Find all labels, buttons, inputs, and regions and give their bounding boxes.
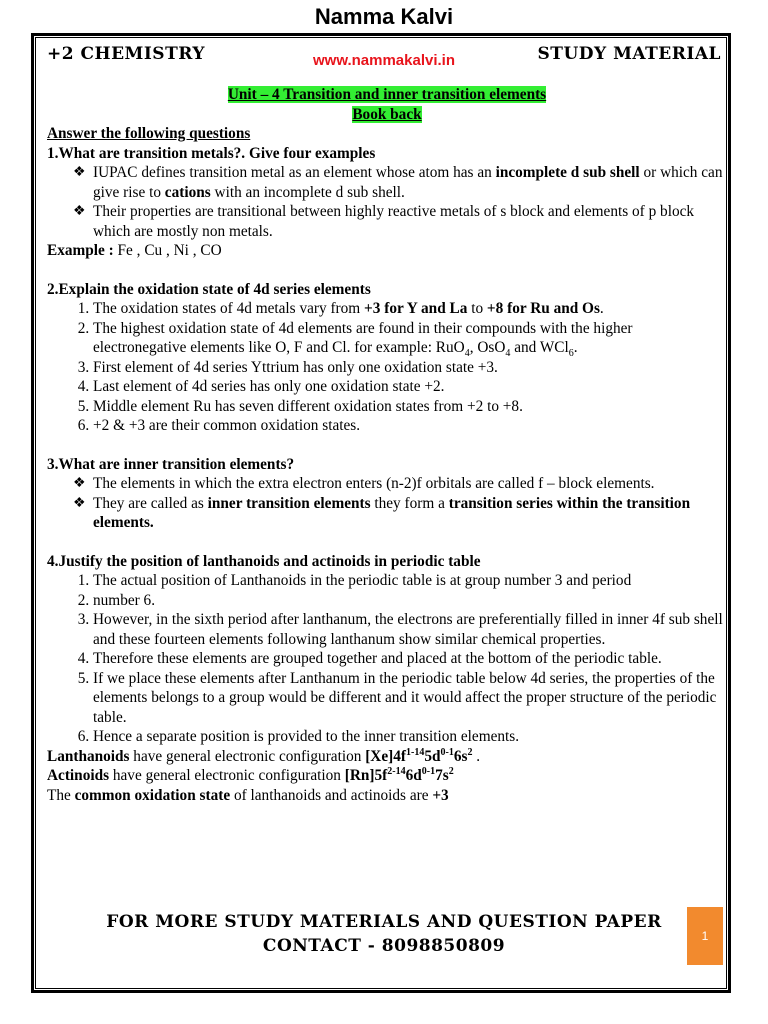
list-item <box>73 494 727 533</box>
list-item <box>93 319 727 358</box>
page-number-badge <box>687 907 723 965</box>
text: to <box>467 300 487 317</box>
superscript: 2 <box>448 765 454 777</box>
text-bold: cations <box>164 183 211 201</box>
config: 6s <box>453 747 468 765</box>
text-bold: transition series within the transition elements. <box>93 494 691 531</box>
subscript: 4 <box>464 348 470 360</box>
list-item: 6. +2 & +3 are their common oxidation states. <box>93 416 727 436</box>
unit-title-line <box>47 85 727 105</box>
text: The oxidation states of 4d metals vary from <box>93 300 365 317</box>
question-2-title: 2.Explain the oxidation state of 4d series elements <box>47 280 371 298</box>
text: have general electronic configuration <box>109 767 345 784</box>
question-4-title: 4.Justify the position of lanthanoids and actinoids in periodic table <box>47 552 481 570</box>
list-item: ❖ Their properties are transitional between highly reactive metals of s block and elements of p block which are mostly non metals. <box>73 202 727 241</box>
list-item: 4. Therefore these elements are grouped together and placed at the bottom of the periodic table. <box>93 649 727 669</box>
config: 6d <box>405 767 422 784</box>
example-line <box>47 241 727 261</box>
question-3-bullets <box>47 474 727 533</box>
list-item: 4. Last element of 4d series has only one oxidation state +2. <box>93 377 727 397</box>
website-url[interactable]: www.nammakalvi.in <box>313 52 455 69</box>
common-oxidation-line <box>47 786 727 806</box>
text: of lanthanoids and actinoids are <box>230 786 433 804</box>
list-item: 3. However, in the sixth period after lanthanum, the electrons are preferentially filled in inner 4f sub shell and these fourteen elements following lanthanum show similar chemical properties. <box>93 610 727 649</box>
subscript: 4 <box>505 348 511 360</box>
page-number: 1 <box>701 929 709 943</box>
text: have general electronic configuration <box>129 747 366 765</box>
document-body <box>47 85 727 805</box>
text: , OsO <box>469 339 506 356</box>
text-bold: inner transition elements <box>207 494 371 512</box>
list-item: 6. Hence a separate position is provided to the inner transition elements. <box>93 727 727 747</box>
list-item: ❖ The elements in which the extra electron enters (n-2)f orbitals are called f – block elements. <box>73 474 727 494</box>
lanthanoids-line <box>47 747 727 767</box>
question-1-title: 1.What are transition metals?. Give four examples <box>47 144 376 162</box>
intro-heading: Answer the following questions <box>47 125 251 142</box>
example-label: Example : <box>47 242 114 259</box>
text: The <box>47 786 75 804</box>
text-bold: +3 for Y and La <box>364 300 468 317</box>
text: . <box>599 300 604 317</box>
list-item: 2. number 6. <box>93 591 727 611</box>
text: . <box>472 747 481 765</box>
question-3-title: 3.What are inner transition elements? <box>47 455 295 473</box>
site-title: Namma Kalvi <box>314 4 454 29</box>
text: they form a <box>370 494 449 512</box>
text-bold: Actinoids <box>47 767 110 784</box>
config: 5d <box>424 747 441 765</box>
superscript: 1-14 <box>405 746 425 758</box>
text: or which can give rise to <box>93 164 723 201</box>
text-bold: Lanthanoids <box>47 747 130 765</box>
superscript: 2 <box>467 746 473 758</box>
superscript: 2-14 <box>387 765 406 777</box>
text-bold: +3 <box>432 786 449 804</box>
text: . <box>573 339 578 356</box>
example-text: Fe , Cu , Ni , CO <box>113 242 222 259</box>
config: [Xe]4f <box>365 747 406 765</box>
config: [Rn]5f <box>344 767 388 784</box>
list-item: 1. The actual position of Lanthanoids in the periodic table is at group number 3 and period <box>93 571 727 591</box>
footer-line-1: FOR MORE STUDY MATERIALS AND QUESTION PAPER <box>106 912 662 932</box>
question-2-list <box>47 299 727 436</box>
list-item: 3. First element of 4d series Yttrium has only one oxidation state +3. <box>93 358 727 378</box>
subscript: 6 <box>568 348 574 360</box>
text: The highest oxidation state of 4d elements are found in their compounds with the higher electronegative elements like O, F and Cl. for example: RuO <box>93 319 633 356</box>
config: 7s <box>435 767 449 784</box>
material-label: STUDY MATERIAL <box>537 44 721 64</box>
question-4-list <box>47 571 727 747</box>
subject-label: +2 CHEMISTRY <box>47 44 205 64</box>
list-item <box>93 299 727 319</box>
text: and WCl <box>510 339 569 356</box>
list-item: 5. Middle element Ru has seven different oxidation states from +2 to +8. <box>93 397 727 417</box>
text-bold: common oxidation state <box>74 786 231 804</box>
text: with an incomplete d sub shell. <box>210 183 405 201</box>
list-item <box>73 163 727 202</box>
subtitle-line <box>47 105 727 125</box>
unit-title: Unit – 4 Transition and inner transition elements <box>227 86 547 103</box>
subtitle: Book back <box>352 105 422 123</box>
superscript: 0-1 <box>421 765 436 777</box>
superscript: 0-1 <box>440 746 454 758</box>
footer <box>0 910 768 958</box>
text-bold: +8 for Ru and Os <box>486 300 600 317</box>
text-bold: incomplete d sub shell <box>495 164 640 181</box>
list-item: 5. If we place these elements after Lanthanum in the periodic table below 4d series, the properties of the elements belongs to a group would be different and it would affect the proper structure of the periodic table. <box>93 669 727 728</box>
text: IUPAC defines transition metal as an element whose atom has an <box>93 164 496 181</box>
question-1-bullets <box>47 163 727 241</box>
actinoids-line <box>47 766 727 786</box>
footer-line-2: CONTACT - 8098850809 <box>262 936 506 956</box>
text: They are called as <box>93 494 208 512</box>
